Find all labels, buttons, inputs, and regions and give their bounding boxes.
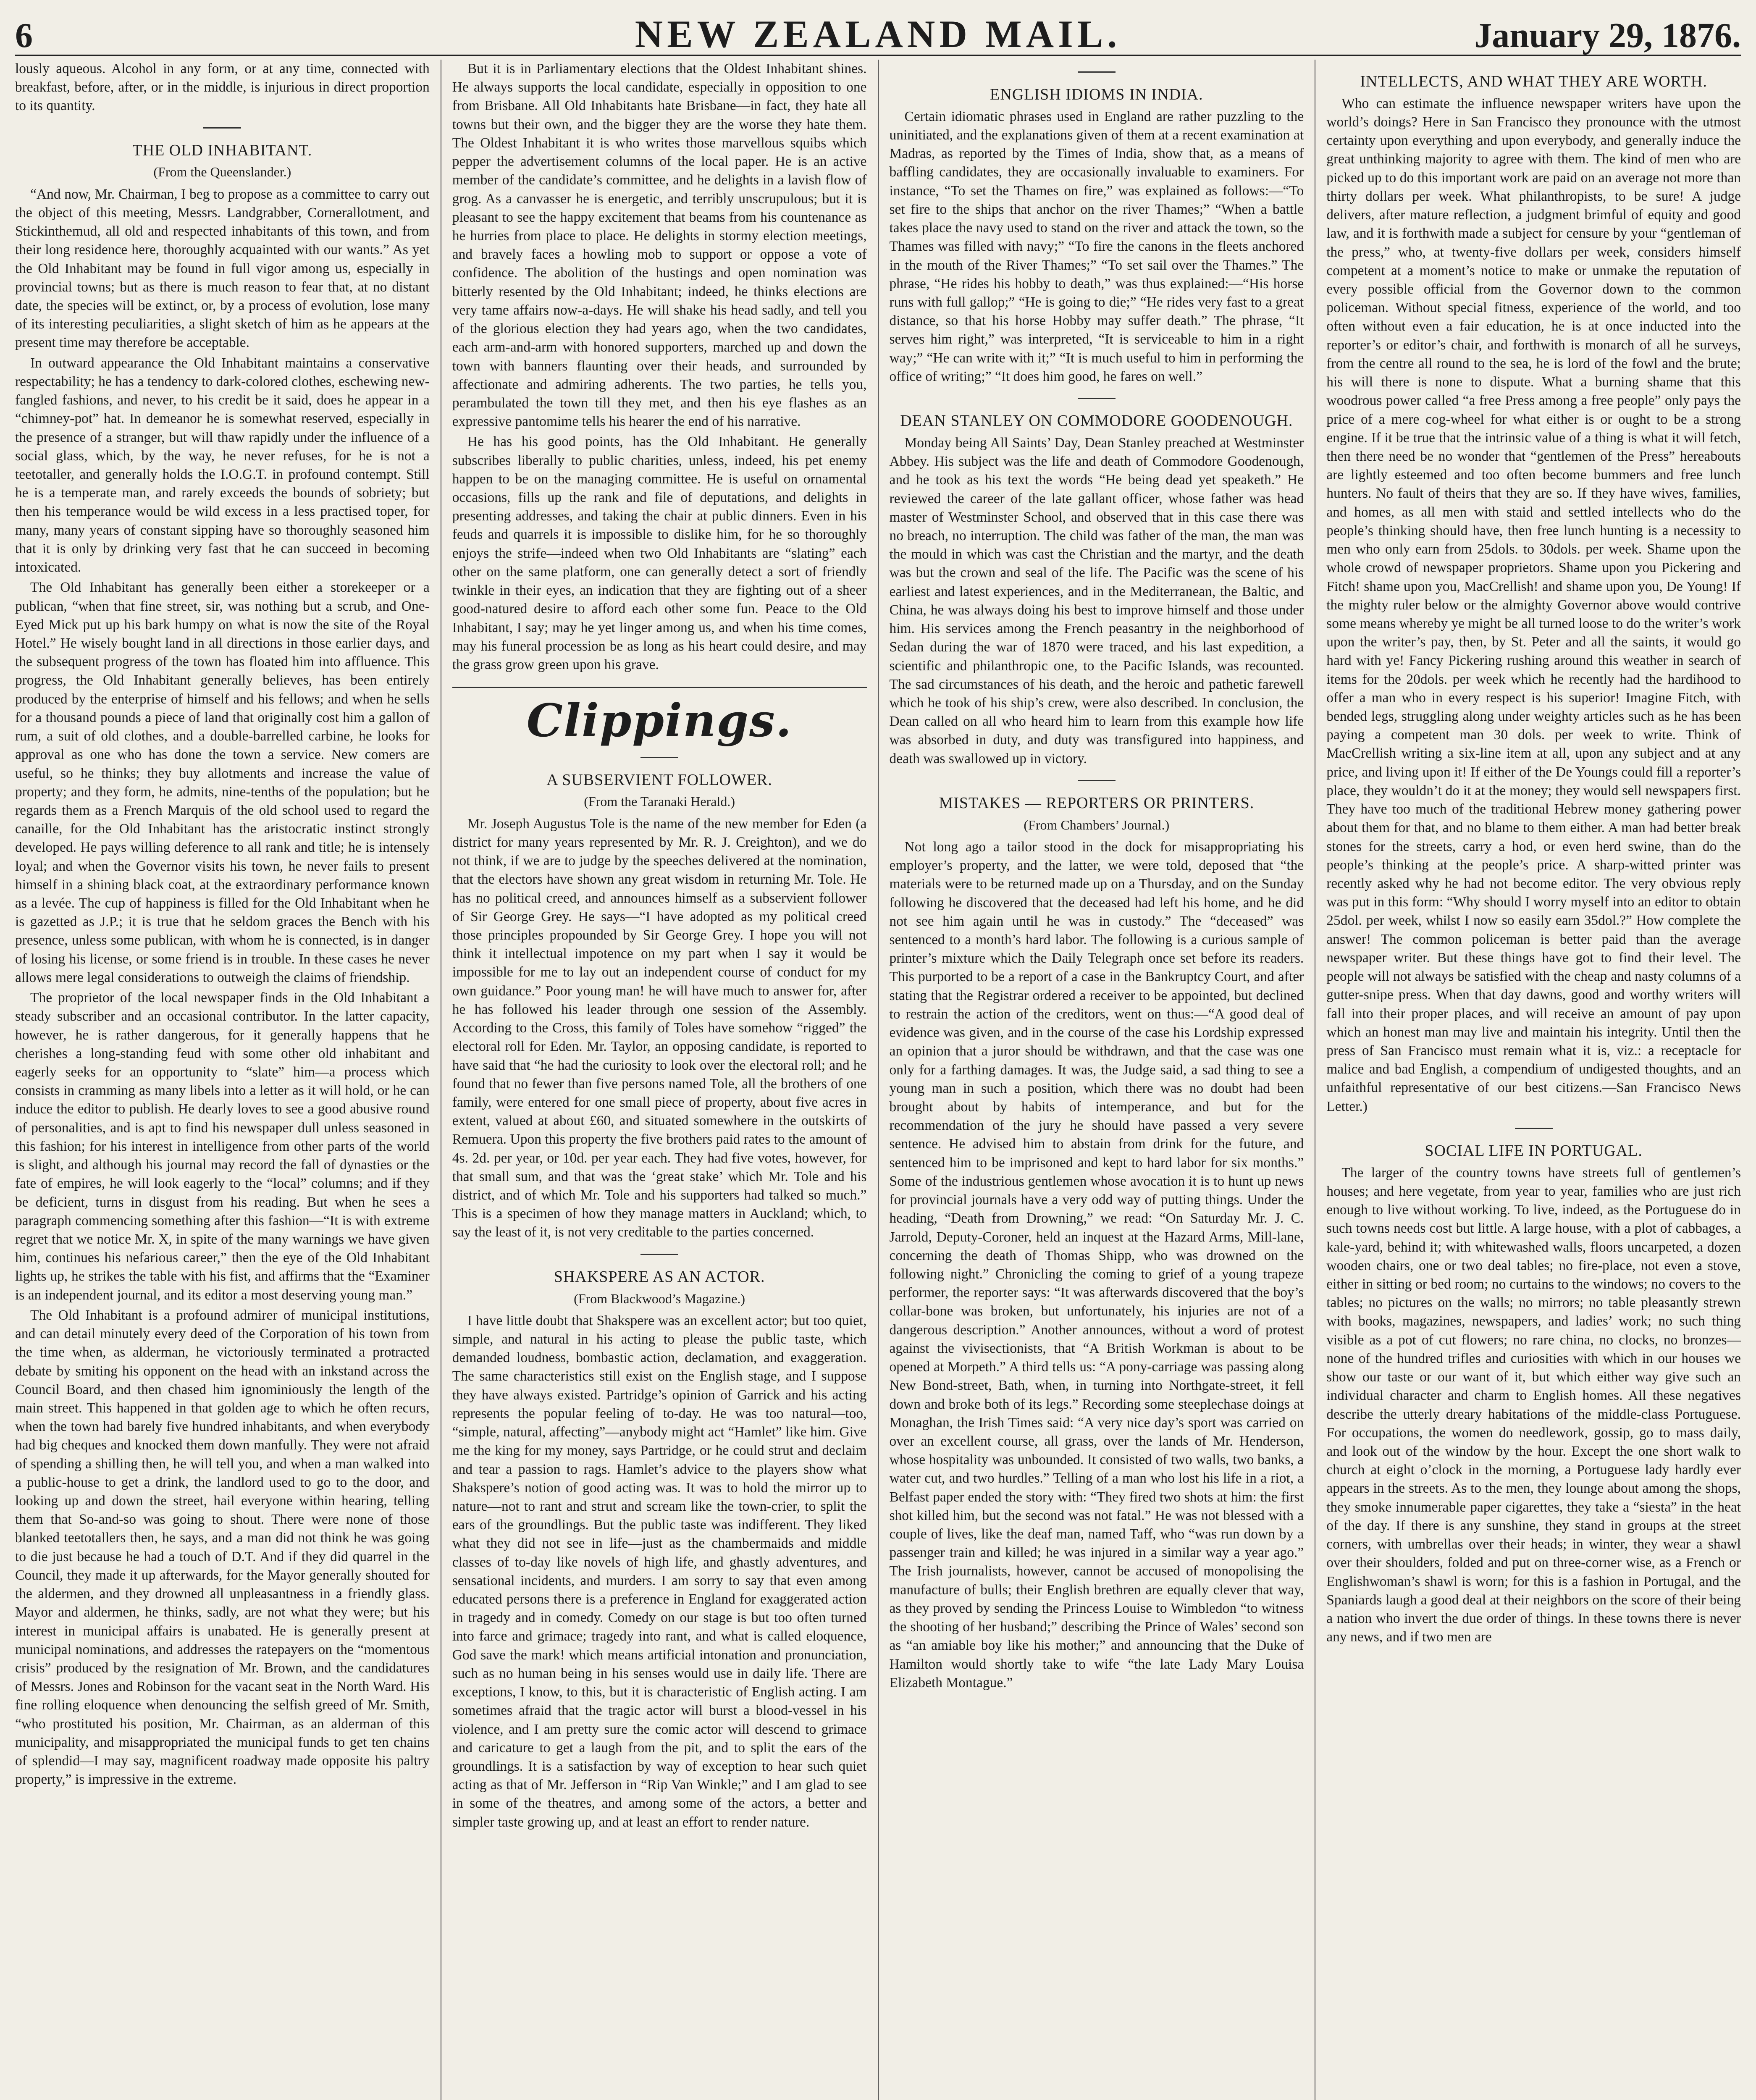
- article-paragraph: The Old Inhabitant has generally been either a storekeeper or a publican, “when that fine street, sir, was nothing but a scrub, and One-Eyed Mick put up his bark humpy on what is now the site of the Royal Hotel.” He wisely bought land in all directions in those earlier days, and the subsequent progress of the town has floated him into affluence. This progress, the Old Inhabitant generally believes, has been entirely produced by the enterprise of himself and his fellows; and when he sells for a thousand pounds a piece of land that originally cost him a gallon of rum, a suit of old clothes, and a double-barrelled carbine, he looks for approval as one who has done the town a service. New comers are useful, so he thinks; they buy allotments and increase the value of property; and they form, he admits, nine-tenths of the population; but he regards them as a French Marquis of the old school used to regard the canaille, for the Old Inhabitant has the aristocratic instinct strongly developed. He pays willing deference to all rank and title; he is intensely loyal; and when the Governor visits his town, he never fails to present himself in a shining black coat, at the extraordinary performance known as a levée. The cup of happiness is filled for the Old Inhabitant when he is gazetted as J.P.; it is true that he seldom graces the Bench with his presence, unless some publican, with whom he is connected, is in danger of losing his license, or some friend is in trouble. In these cases he never allows mere legal considerations to outweigh the claims of friendship.: [15, 580, 430, 985]
- article-title: SOCIAL LIFE IN PORTUGAL.: [1425, 1142, 1643, 1160]
- divider: [1078, 780, 1116, 781]
- article-paragraph: The proprietor of the local newspaper finds in the Old Inhabitant a steady subscriber and an occasional contributor. In the latter capacity, however, he is rather dangerous, for it generally happens that he cherishes a long-standing feud with some other old inhabitant and eagerly seeks for an opportunity to “slate” him—a process which consists in cramming as many libels into a letter as it will hold, or he can induce the editor to publish. He dearly loves to see a good abusive round of personalities, and is apt to find his newspaper dull unless seasoned in this fashion; for his interest in intelligence from other parts of the world is slight, and although his journal may record the fall of dynasties or the fate of empires, he will look eagerly to the “local” columns; and if they be deficient, turns in disgust from his reading. But when he sees a paragraph commencing something after this fashion—“It is with extreme regret that we notice Mr. X, in spite of the many warnings we have given him, continues his nefarious career,” then the eye of the Old Inhabitant lights up, he strikes the table with his fist, and affirms that the “Examiner is an independent journal, and its editor a most deserving young man.”: [15, 990, 430, 1303]
- article-title: INTELLECTS, AND WHAT THEY ARE WORTH.: [1360, 73, 1707, 90]
- article-paragraph: Monday being All Saints’ Day, Dean Stanley preached at Westminster Abbey. His subject was the life and death of Commodore Goodenough, and he took as his text the words “He being dead yet speaketh.” He reviewed the career of the late gallant officer, whose father was head master of Westminster School, and observed that in this case there was no breach, no interruption. The child was father of the man, the man was the mould in which was cast the Christian and the martyr, and the death was but the crown and seal of the life. The Pacific was the scene of his earliest and latest experiences, and in the Mediterranean, the Baltic, and China, he was always doing his best to improve himself and those under him. His services among the French peasantry in the neighborhood of Sedan during the war of 1870 were traced, and his last expedition, a scientific and philanthropic one, to the Pacific Islands, was recounted. The sad circumstances of his death, and the heroic and pathetic farewell which he took of his ship’s crew, were also described. In conclusion, the Dean called on all who heard him to learn from this example how life was absorbed in duty, and duty was transfigured into happiness, and death was swallowed up in victory.: [889, 435, 1304, 766]
- article-source: (From the Queenslander.): [153, 164, 291, 180]
- article-paragraph: The Old Inhabitant is a profound admirer of municipal institutions, and can detail minutely every deed of the Corporation of his town from the time when, as alderman, he victoriously terminated a protracted debate by smiting his opponent on the head with an inkstand across the Council Board, and then chased him ignominiously the length of the main street. This happened in that golden age to which he often recurs, when the town had barely five hundred inhabitants, and when everybody had big cheques and knocked them down manfully. They were not afraid of spending a shilling then, he will tell you, and when a man walked into a public-house to get a drink, the landlord used to go to the door, and looking up and down the street, hail everyone within hearing, telling them that So-and-so was going to shout. There were none of those blanked teetotallers then, he says, and a man did not think he was going to die just because he had a touch of D.T. And if they did quarrel in the Council, they made it up afterwards, for the Mayor generally shouted for the aldermen, and they drowned all unpleasantness in a friendly glass. Mayor and aldermen, he thinks, sadly, are not what they were; but his interest in municipal affairs is unabated. He is generally present at municipal nominations, and addresses the ratepayers on the “momentous crisis” produced by the resignation of Mr. Brown, and the candidatures of Messrs. Jones and Robinson for the vacant seat in the North Ward. His fine rolling eloquence when denouncing the selfish greed of Mr. Smith, “who prostituted his position, Mr. Chairman, as an alderman of this municipality, and misappropriated the municipal funds to get ten chains of splendid—I may say, magnificent roadway made opposite his paltry property,” is impressive in the extreme.: [15, 1307, 430, 1788]
- article-paragraph: In outward appearance the Old Inhabitant maintains a conservative respectability; he has a tendency to dark-colored clothes, eschewing new-fangled fashions, and never, to his credit be it said, does he appear in a “chimney-pot” hat. In demeanor he is somewhat reserved, especially in the presence of a stranger, but will thaw rapidly under the influence of a social glass, which, by the way, he never refuses, for he is not a teetotaller, and generally holds the I.O.G.T. in profound contempt. Still he is a temperate man, and rarely exceeds the bounds of sobriety; but then his temperance would be wild excess in a less practised toper, for many, many years of constant sipping have so thoroughly seasoned him that it is only by drinking very fast that he can succeed in becoming intoxicated.: [15, 355, 430, 575]
- article-intellects: [1326, 72, 1741, 1116]
- article-paragraph: But it is in Parliamentary elections that the Oldest Inhabitant shines. He always supports the local candidate, especially in opposition to one from Brisbane. All Old Inhabitants hate Brisbane—in fact, they hate all towns but their own, and the bigger they are the worse they hate them. The Oldest Inhabitant it is who writes those marvellous squibs which pepper the advertisement columns of the local paper. He is an active member of the candidate’s committee, and he delights in a lavish flow of grog. As a canvasser he is energetic, and terribly unscrupulous; but it is pleasant to see the happy excitement that beams from his countenance as he hurries from place to place. He delights in stormy election meetings, and bravely faces a howling mob to support or oppose a vote of confidence. The abolition of the hustings and open nomination was bitterly resented by the Old Inhabitant; indeed, he thinks elections are very tame affairs now-a-days. He will shake his head sadly, and tell you of the glorious election they had years ago, when the two candidates, each arm-and-arm with honored supporters, marched up and down the town with banners flaunting over their heads, and surrounded by affectionate and admiring adherents. The two parties, he tells you, perambulated the town till they met, and then his eye flashes as an expressive pantomime tells his hearer the end of his narrative.: [452, 61, 867, 430]
- article-paragraph: lously aqueous. Alcohol in any form, or at any time, connected with breakfast, before, after, or in the middle, is injurious in direct proportion to its quantity.: [15, 61, 430, 114]
- column-1: [15, 60, 441, 2100]
- divider: [1078, 398, 1116, 399]
- article-shakspere: [452, 1268, 867, 1832]
- article-dean-stanley: [890, 412, 1304, 768]
- divider: [1078, 71, 1116, 73]
- article-title: SHAKSPERE AS AN ACTOR.: [554, 1268, 765, 1286]
- column-3: [879, 60, 1316, 2100]
- columns: [15, 60, 1741, 2100]
- article-english-idioms: [890, 85, 1304, 386]
- article-old-inhabitant: [15, 141, 430, 1789]
- article-subservient-follower: [452, 771, 867, 1242]
- article-paragraph: Not long ago a tailor stood in the dock for misappropriating his employer’s property, and the latter, we were told, deposed that “the materials were to be returned made up on a Thursday, and on the Sunday following he discovered that the deceased had left his home, and he did not see him again until he was in custody.” The “deceased” was sentenced to a month’s hard labor. The following is a curious sample of printer’s mixture which the Daily Telegraph once set before its readers. This purported to be a report of a case in the Bankruptcy Court, and after stating that the Registrar ordered a receiver to be appointed, but declined to restrain the action of the creditors, went on thus:—“A good deal of evidence was given, and in the course of the case his Lordship expressed an opinion that a juror should be withdrawn, and that the case was one only for a farthing damages. It was, the Judge said, a sad thing to see a young man in such a position, which there was no doubt had been brought about by habits of intemperance, and but for the recommendation of the jury he should have passed a very severe sentence. He advised him to abstain from drink for the future, and sentenced him to be imprisoned and kept to hard labor for six months.” Some of the industrious gentlemen whose avocation it is to hunt up news for provincial journals have a very odd way of putting things. Under the heading, “Death from Drowning,” we read: “On Saturday Mr. J. C. Jarrold, Deputy-Coroner, held an inquest at the Hazard Arms, Mill-lane, concerning the death of Thomas Shipp, who was drowned on the following night.” Chronicling the coming to grief of a young trapeze performer, the reporter says: “It was afterwards discovered that the boy’s collar-bone was broken, but unfortunately, his injuries are not of a dangerous description.” Another announces, without a word of protest against the vivisectionists, that “A British Workman is about to be opened at Morpeth.” A third tells us: “A pony-carriage was passing along New Bond-street, Bath, when, in turning into Northgate-street, it fell down and broke both of its legs.” Recording some steeplechase doings at Monaghan, the Irish Times said: “A very nice day’s sport was carried on over an excellent course, all grass, over the lands of Mr. Henderson, whose hospitality was unbounded. It consisted of two walls, two banks, a water cut, and two hurdles.” Telling of a man who lost his life in a riot, a Belfast paper ended the story with: “They fired two shots at him: the first shot killed him, but the second was not fatal.” He was not blessed with a couple of lives, like the deaf man, named Taff, who “was run down by a passenger train and killed; he was injured in a similar way a year ago.” The Irish journalists, however, cannot be accused of monopolising the manufacture of bulls; their English brethren are equally clever that way, as they proved by sending the Princess Louise to Wimbledon “to witness the shooting of her husband;” describing the Prince of Wales’ second son as “an amiable boy like his mother;” and announcing that the Duke of Hamilton would shortly take to wife “the late Lady Mary Louisa Elizabeth Montague.”: [889, 839, 1304, 1690]
- page-number: 6: [15, 16, 33, 55]
- article-paragraph: I have little doubt that Shakspere was an excellent actor; but too quiet, simple, and natural in his acting to please the public taste, which demanded loudness, bombastic action, declamation, and exaggeration. The same characteristics still exist on the English stage, and I suppose they have always existed. Partridge’s opinion of Garrick and his acting represents the popular feeling of to-day. He was too natural—too, “simple, natural, affecting”—anybody might act “Hamlet” like him. Give me the king for my money, says Partridge, or he could strut and declaim and tear a passion to rags. Hamlet’s advice to the players show what Shakspere’s notion of good acting was. It was to hold the mirror up to nature—not to rant and strut and scream like the town-crier, to split the ears of the groundlings. But the public taste was indifferent. They liked what they did not see in life—just as the chambermaids and middle classes of to-day like novels of high life, and ghastly adventures, and sensational incidents, and murders. I am sorry to say that even among educated persons there is a preference in England for exaggerated action in tragedy and in comedy. Comedy on our stage is but too often turned into farce and grimace; tragedy into rant, and what is called eloquence, God save the mark! which means artificial intonation and pronunciation, such as no human being in his senses would use in daily life. There are exceptions, I know, to this, but it is characteristic of English acting. I am sometimes afraid that the tragic actor will burst a blood-vessel in his violence, and I am pretty sure the comic actor will descend to grimace and caricature to get a laugh from the pit, and to split the ears of the groundlings. It is a satisfaction by way of exception to hear such quiet acting as that of Mr. Jefferson in “Rip Van Winkle;” and I am glad to see in some of the theatres, and among some of the actors, a better and simpler taste growing up, and at least an effort to render nature.: [452, 1312, 867, 1830]
- divider: [640, 757, 678, 758]
- article-title: MISTAKES — REPORTERS OR PRINTERS.: [939, 794, 1255, 812]
- article-title: DEAN STANLEY ON COMMODORE GOODENOUGH.: [900, 412, 1293, 430]
- article-paragraph: “And now, Mr. Chairman, I beg to propose as a committee to carry out the object of this meeting, Messrs. Landgrabber, Cornerallotment, and Stickinthemud, all old and respected inhabitants of this town, and from their long residence here, thoroughly acquainted with our wants.” As yet the Old Inhabitant may be found in full vigor among us, especially in provincial towns; but as there is much reason to fear that, at no distant date, the species will be extinct, or, by a process of evolution, lose many of its interesting peculiarities, a slight sketch of him as he appears at the present time may therefore be acceptable.: [15, 186, 430, 351]
- article-source: (From the Taranaki Herald.): [584, 794, 735, 809]
- divider: [203, 127, 241, 129]
- article-social-life: [1326, 1142, 1741, 1647]
- article-paragraph: Who can estimate the influence newspaper writers have upon the world’s doings? Here in San Francisco they pronounce with the utmost certainty upon everything and upon everybody, and generally induce the great unthinking majority to agree with them. The kind of men who are picked up to do this important work are paid on an average not more than thirty dollars per week. What philanthropists, to be sure! A judge delivers, after mature reflection, a judgment brimful of equity and good law, and it is forthwith made a subject for censure by your “gentleman of the press,” who, at twenty-five dollars per week, considers himself competent at a moment’s notice to make or unmake the reputation of every possible official from the Governor down to the common policeman. Without special fitness, experience of the world, and too often without even a fair education, he is at once inducted into the reporter’s or editor’s chair, and forthwith is monarch of all he surveys, from the centre all round to the sea, he is lord of the fowl and the brute; his will there is none to dispute. What a burning shame that this woodrous power called “a free Press among a free people” only pays the price of a mere cog-wheel for what either is or ought to be a strong engine. If it be true that the intrinsic value of a thing is what it will fetch, then there need be no wonder that “gentlemen of the Press” hereabouts are lightly esteemed and too often become bummers and free lunch hunters. No fault of theirs that they are so. If they have wives, families, and homes, as all men with staid and settled intellects who do the people’s thinking should have, then free lunch hunting is a necessity to men who only earn from 25dols. to 30dols. per week. Shame upon the whole crowd of newspaper proprietors. Shame upon you Pickering and Fitch! shame upon you, MacCrellish! and shame upon you, De Young! If the mighty ruler below or the almighty Governor above would contrive some means whereby ye might be all turned loose to do the writer’s work upon the writer’s pay, then, by St. Peter and all the saints, it would go hard with ye! Fancy Pickering rushing around this weather in search of items for the 20dols. per week which he recently had the hardihood to offer a man who in every respect is his superior! Imagine Fitch, with bended legs, struggling along under weighty articles such as he has been paying a competent man 30 dols. per week to write. Think of MacCrellish writing a six-line item at all, upon any subject and at any price, and living upon it! If either of the De Youngs could fill a reporter’s place, they wouldn’t do it at the money; they would sell newspapers first. They have too much of the traditional Hebrew money gathering power about them for that, and no blame to them either. A man had better break stones for the streets, carry a hod, or even herd swine, than do the people’s thinking at the people’s price. A sharp-witted printer was recently asked why he had not become editor. The very obvious reply was put in this form: “Why should I worry myself into an editor to obtain 25dol. per week, whilst I now so easily earn 35dol.?” How complete the answer! The common policeman is better paid than the average newspaper writer. But these things have got to find their level. The people will not always be satisfied with the cheap and nasty columns of a gutter-snipe press. When that day dawns, good and worthy writers will fall into their proper places, and will receive an amount of pay upon which an honest man may live and maintain his integrity. Until then the press of San Francisco must remain what it is, viz.: a receptacle for malice and bad English, a compendium of undigested thoughts, and an unfaithful representative of our best citizens.—San Francisco News Letter.): [1326, 95, 1741, 1114]
- article-paragraph: The larger of the country towns have streets full of gentlemen’s houses; and here vegetate, from year to year, families who are just rich enough to live without working. To live, indeed, as the Portuguese do in such towns needs cost but little. A large house, with a plot of cabbages, a kale-yard, behind it; with whitewashed walls, floors uncarpeted, a dozen wooden chairs, one or two deal tables; no fire-place, not even a stove, either in sitting or bed room; no curtains to the windows; no covers to the tables; no pictures on the walls; no mirrors; no table pleasantly strewn with books, magazines, newspapers, and ladies’ work; no such thing visible as a pot of cut flowers; no rare china, no clocks, no bronzes—none of the hundred trifles and curiosities with which in our houses we show our taste or our want of it, but which either way give such an individual character and charm to English homes. All these negatives describe the utterly dreary habitations of the middle-class Portuguese. For occupations, the women do needlework, gossip, go to mass daily, and look out of the window by the hour. Except the one short walk to church at eight o’clock in the morning, a Portuguese lady hardly ever appears in the streets. As to the men, they lounge about among the shops, they smoke innumerable paper cigarettes, they take a “siesta” in the heat of the day. If there is any sunshine, they stand in groups at the street corners, with umbrellas over their heads; in winter, they wear a shawl over their shoulders, folded and put on three-corner wise, as a French or Englishwoman’s shawl is worn; for this is a fashion in Portugal, and the Spaniards laugh a good deal at their neighbors on the score of their being a nation who invert the due order of things. In these towns there is never any news, and if two men are: [1326, 1165, 1741, 1645]
- article-source: (From Chambers’ Journal.): [1024, 817, 1170, 832]
- article-title: A SUBSERVIENT FOLLOWER.: [546, 771, 772, 789]
- article-mistakes: [890, 794, 1304, 1692]
- newspaper-title: NEW ZEALAND MAIL.: [635, 13, 1121, 55]
- article-paragraph: He has his good points, has the Old Inhabitant. He generally subscribes liberally to public charities, unless, indeed, his pet enemy happen to be on the managing committee. He is useful on ornamental occasions, fills up the rank and file of deputations, and delights in presenting addresses, and taking the chair at public dinners. Even in his feuds and quarrels it is impossible to dislike him, for he so thoroughly enjoys the strife—indeed when two Old Inhabitants are “slating” each other on the same platform, one can generally detect a sort of friendly twinkle in their eyes, an indication that they are fighting out of a sheer good-natured desire to afford each other some fun. Peace to the Old Inhabitant, I say; may he yet linger among us, and when his time comes, may his funeral procession be as long as his heart could desire, and may the grass grow green upon his grave.: [452, 434, 867, 672]
- section-title: Clippings.: [526, 694, 793, 748]
- article-title: THE OLD INHABITANT.: [132, 141, 312, 159]
- divider: [640, 1254, 678, 1255]
- issue-date: January 29, 1876.: [1474, 16, 1741, 55]
- column-2: [441, 60, 879, 2100]
- masthead: [15, 9, 1741, 56]
- divider: [1515, 1128, 1553, 1129]
- article-source: (From Blackwood’s Magazine.): [574, 1291, 745, 1306]
- divider: [452, 687, 867, 688]
- article-title: ENGLISH IDIOMS IN INDIA.: [990, 86, 1203, 103]
- article-paragraph: Certain idiomatic phrases used in England are rather puzzling to the uninitiated, and the explanations given of them at a recent examination at Madras, as reported by the Times of India, show that, as a means of baffling candidates, they are occasionally invaluable to examiners. For instance, “To set the Thames on fire,” was explained as follows:—“To set fire to the ships that anchor on the river Thames;” “When a battle takes place the navy used to stand on the river and attack the town, so the Thames was filled with navy;” “To fire the canons in the fleets anchored in the mouth of the River Thames;” “To set sail over the Thames.” The phrase, “He rides his hobby to death,” was thus explained:—“His horse runs with full gallop;” “He is going to die;” “He rides very fast to a great distance, so that his horse Hobby may suffer death.” The phrase, “It serves him right,” was interpreted, “It is serviceable to him in a right way;” “He can write with it;” “It is much useful to him in performing the office of writing;” “It does him good, he fares on well.”: [889, 108, 1304, 384]
- column-4: [1315, 60, 1741, 2100]
- article-paragraph: Mr. Joseph Augustus Tole is the name of the new member for Eden (a district for many years represented by Mr. R. J. Creighton), and we do not think, if we are to judge by the speeches delivered at the nomination, that the electors have shown any great wisdom in returning Mr. Tole. He has no political creed, and announces himself as a subservient follower of Sir George Grey. He says—“I have adopted as my political creed those principles propounded by Sir George Grey. I hope you will not think it intellectual impotence on my part when I say it would be impossible for me to lay out an independent course of conduct for my own guidance.” Poor young man! he will have much to answer for, after he has followed his leader through one session of the Assembly. According to the Cross, this family of Toles have somehow “rigged” the electoral roll for Eden. Mr. Taylor, an opposing candidate, is reported to have said that “he had the curiosity to look over the electoral roll; and he found that no fewer than five persons named Tole, all the brothers of one family, were entered for one small piece of property, about five acres in extent, valued at about £60, and situated somewhere in the outskirts of Remuera. Upon this property the five brothers paid rates to the amount of 4s. 2d. per year, or 10d. per year each. They had five votes, however, for that small sum, and that was the ‘great stake’ which Mr. Tole and his district, and of which Mr. Tole and his supporters had talked so much.” This is a specimen of how they manage matters in Auckland; which, to say the least of it, is not very creditable to the parties concerned.: [452, 816, 867, 1240]
